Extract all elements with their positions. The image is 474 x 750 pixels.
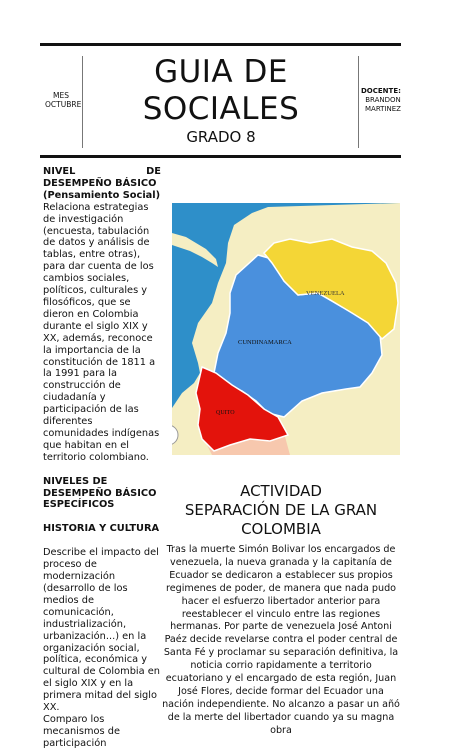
teacher-label: DOCENTE: <box>361 87 401 95</box>
top-rule <box>40 43 401 46</box>
nivel-description: Relaciona estrategias de investigación (encuesta, tabulación de datos y análisis de tablas, entre otras), para dar cuenta de los cambios sociales, políticos, culturales y filosóficos, que se dieron en Colombia durante el siglo XIX y XX, además, reconoce la importancia de la constitución de 1811 a la 1991 para la construcción de ciudadanía y participación de las diferentes comunidades indígenas que habitan en el territorio colombiano. <box>43 201 160 463</box>
historia-cultura-heading: HISTORIA Y CULTURA <box>43 523 160 535</box>
header-divider-left <box>82 56 83 148</box>
title-line-1: GUIA DE <box>154 54 288 90</box>
grade-label: GRADO 8 <box>186 128 256 146</box>
title-line-2: SOCIALES <box>142 91 300 127</box>
activity-title-line-3: COLOMBIA <box>241 520 321 538</box>
nivel-heading <box>43 166 161 202</box>
left-column <box>43 166 161 750</box>
month-value: OCTUBRE <box>45 100 82 109</box>
nivel-heading-rest: DESEMPEÑO BÁSICO (Pensamiento Social) <box>43 177 161 201</box>
niveles-especificos-heading: NIVELES DE DESEMPEÑO BÁSICO ESPECÍFICOS <box>43 475 157 511</box>
activity-title <box>160 482 402 539</box>
header-divider-right <box>358 56 359 148</box>
activity-title-line-2: SEPARACIÓN DE LA GRAN <box>184 501 378 519</box>
activity-title-line-1: ACTIVIDAD <box>240 482 322 500</box>
header-bottom-rule <box>40 155 401 158</box>
teacher-name: BRANDON MARTINEZ <box>365 96 401 113</box>
month-block <box>45 91 82 109</box>
activity-body: Tras la muerte Simón Bolivar los encargados de venezuela, la nueva granada y la capitanía de Ecuador se dedicaron a establecer sus propios regimenes de poder, de manera que nada pudo hacer el esfuerzo libertador anterior para reestablecer el vinculo entre las regiones hermanas. Por parte de venezuela José Antoni Paéz decide revelarse contra el poder central de Santa Fé y proclamar su separación definitiva, la noticia corrio rapidamente a territorio ecuatoriano y el encargado de esta región, Juan José Flores, decide formar del Ecuador una nación independiente. No alcanzo a pasar un añó de la merte del libertador cuando ya su magna obra <box>162 544 400 736</box>
teacher-block <box>361 87 405 114</box>
compara-text: Comparo los mecanismos de participación <box>43 713 120 749</box>
de-word: DE <box>146 166 161 177</box>
month-label: MES <box>53 91 69 100</box>
map-label-cundinamarca: CUNDINAMARCA <box>238 339 292 346</box>
map-label-venezuela: VENEZUELA <box>306 290 345 297</box>
describe-text: Describe el impacto del proceso de modernización (desarrollo de los medios de comunicación, industrialización, urbanización...) en la organización social, política, económica y cultural de Colombia en el siglo XIX y en la primera mitad del siglo XX. <box>43 547 160 714</box>
gran-colombia-map <box>172 203 400 455</box>
page-title <box>84 54 358 128</box>
map-label-quito: QUITO <box>216 410 235 416</box>
nivel-word: NIVEL <box>43 166 76 177</box>
